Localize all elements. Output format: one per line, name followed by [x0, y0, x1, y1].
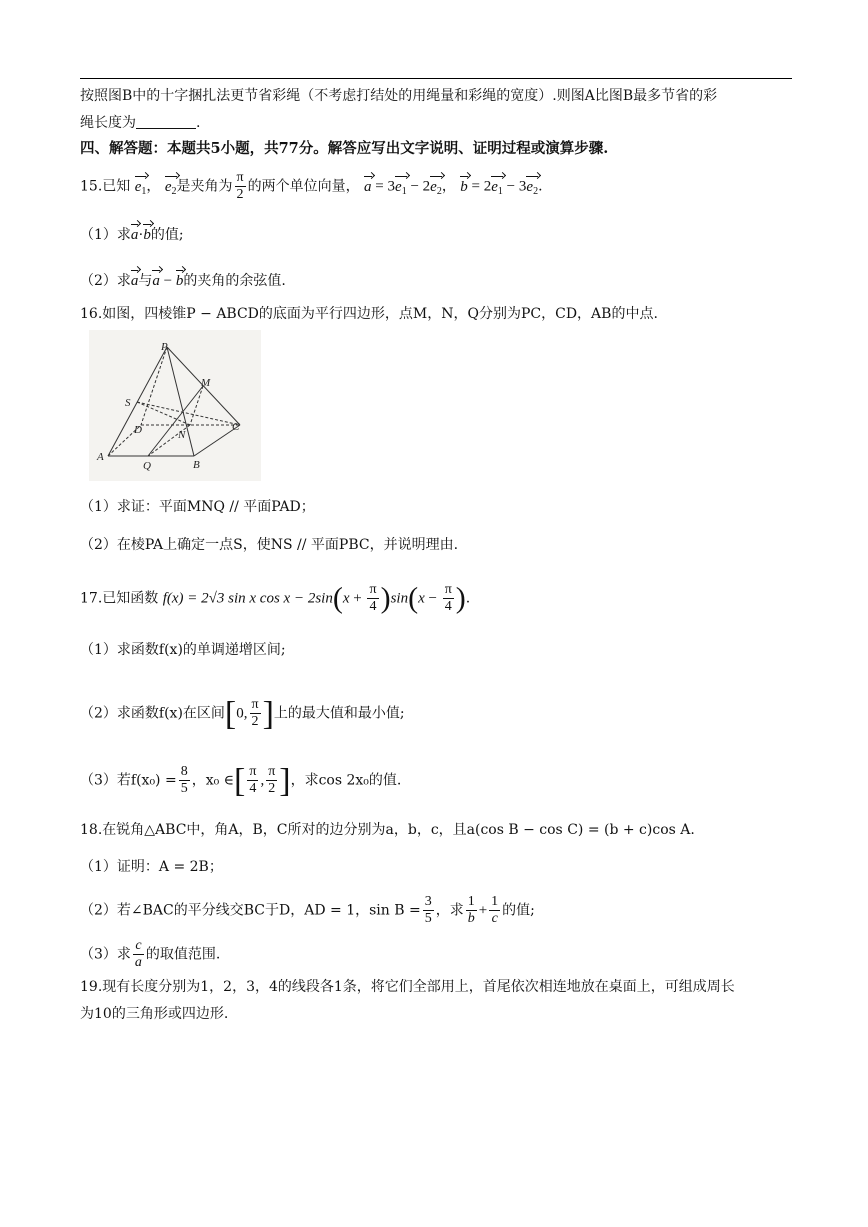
q14-text: 按照图B中的十字捆扎法更节省彩绳（不考虑打结处的用绳量和彩绳的宽度）.则图A比图B最多节省的彩	[80, 88, 718, 104]
top-rule	[80, 78, 792, 79]
vector-b: b	[460, 175, 468, 197]
q18-sub1: （1）证明：A = 2B；	[80, 859, 223, 875]
vector-a: a	[364, 175, 372, 197]
label-B: B	[193, 459, 200, 471]
q15-sub2: （2）求a与a − b的夹角的余弦值.	[80, 269, 286, 291]
q17-stem: 17.已知函数 f(x) = 2√3 sin x cos x − 2sin(x + $\frac{\pi}{4}$ )sin(x − $\frac{\pi}{4}$ ).	[80, 581, 471, 615]
label-A: A	[97, 451, 104, 463]
vector-e2: $e_2$	[165, 175, 177, 202]
label-P: P	[161, 341, 168, 353]
label-M: M	[201, 377, 211, 389]
pyramid-figure	[89, 330, 261, 481]
q16-sub2: （2）在棱PA上确定一点S，使NS // 平面PBC，并说明理由.	[80, 537, 459, 553]
label-D: D	[134, 424, 142, 436]
q18-sub2: （2）若∠BAC的平分线交BC于D，AD = 1，sin B = $\frac{3}{5}$ ，求 $\frac{1}{b}$ + $\frac{1}{c}$ 的值;	[80, 894, 535, 926]
q18-sub3: （3）求 $\frac{c}{a}$ 的取值范围.	[80, 938, 221, 970]
fraction-pi-over-2: $\frac{\pi}{2}$	[236, 170, 244, 202]
q14-continuation-line1	[80, 86, 717, 106]
label-N: N	[178, 429, 186, 441]
q15-sub1: （1）求a·b的值;	[80, 223, 184, 245]
q16-sub1: （1）求证：平面MNQ // 平面PAD；	[80, 499, 315, 515]
vector-e1: $e_1$	[135, 175, 147, 202]
q15-stem: 15.已知 $e_1$， $e_2$是夹角为 $\frac{\pi}{2}$ 的两个单位向量， $a = 3e_1 - 2e_2$， $b = 2e_1 - 3e_2$.	[80, 170, 543, 202]
q19-line2: 为10的三角形或四边形.	[80, 1006, 229, 1022]
answer-blank[interactable]	[136, 114, 196, 129]
label-S: S	[125, 397, 131, 409]
section-heading: 四、解答题：本题共5小题，共77分。解答应写出文字说明、证明过程或演算步骤.	[80, 140, 609, 157]
label-Q: Q	[143, 460, 151, 472]
q17-sub1: （1）求函数f(x)的单调递增区间;	[80, 642, 286, 658]
q17-sub3: （3）若f(x₀) = $\frac{8}{5}$ ，x₀ ∈[ $\frac{\pi}{4}$ , $\frac{\pi}{2}$ ]，求cos 2x₀的值.	[80, 762, 402, 800]
q18-stem: 18.在锐角△ABC中，角A，B，C所对的边分别为a，b，c，且a(cos B − cos C) = (b + c)cos A.	[80, 822, 695, 838]
q16-stem: 16.如图，四棱锥P − ABCD的底面为平行四边形，点M，N，Q分别为PC，CD，AB的中点.	[80, 306, 658, 322]
q17-sub2: （2）求函数f(x)在区间[0, $\frac{\pi}{2}$ ]上的最大值和最小值;	[80, 695, 405, 733]
q14-continuation-line2: 绳长度为 .	[80, 115, 201, 131]
pyramid-diagram	[89, 330, 261, 481]
label-C: C	[232, 421, 240, 433]
q19-line1: 19.现有长度分别为1，2，3，4的线段各1条，将它们全部用上，首尾依次相连地放在桌面上，可组成周长	[80, 979, 735, 995]
